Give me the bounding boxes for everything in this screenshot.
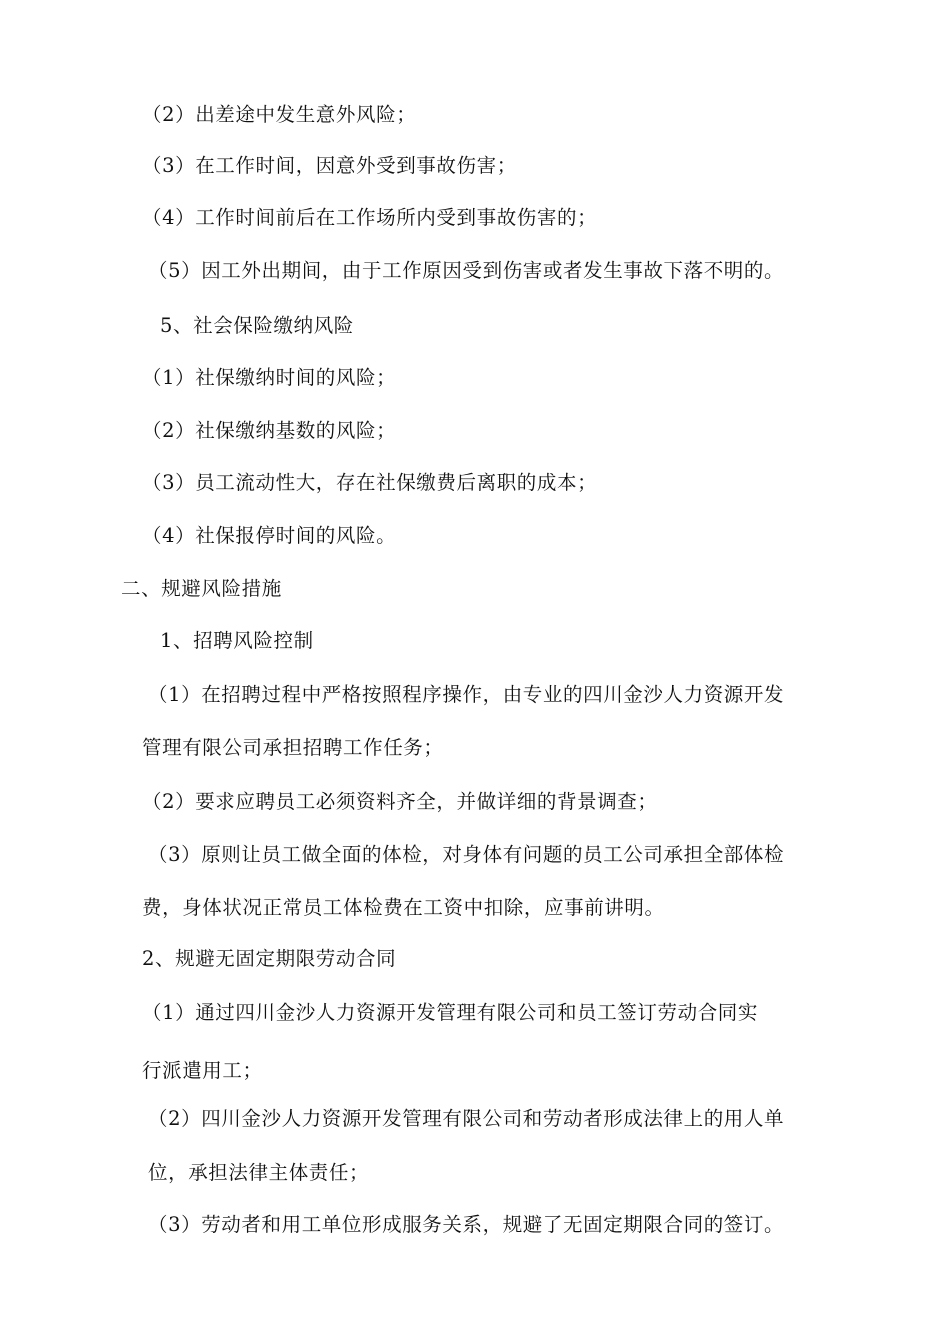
contract-item-2-line-1: （2）四川金沙人力资源开发管理有限公司和劳动者形成法律上的用人单 [148, 1107, 785, 1130]
section-heading-risk-avoidance: 二、规避风险措施 [121, 577, 282, 600]
subsection-heading-open-ended-contract: 2、规避无固定期限劳动合同 [142, 947, 397, 970]
recruit-item-3-line-2: 费，身体状况正常员工体检费在工资中扣除，应事前讲明。 [142, 896, 665, 919]
social-item-1: （1）社保缴纳时间的风险； [142, 366, 397, 389]
risk-item-4-before-after-work: （4）工作时间前后在工作场所内受到事故伤害的； [142, 206, 598, 229]
section-heading-social-insurance-risk: 5、社会保险缴纳风险 [160, 314, 354, 337]
recruit-item-1-line-1: （1）在招聘过程中严格按照程序操作，由专业的四川金沙人力资源开发 [148, 683, 785, 706]
social-item-3: （3）员工流动性大，存在社保缴费后离职的成本； [142, 471, 598, 494]
risk-item-5-business-trip: （5）因工外出期间，由于工作原因受到伤害或者发生事故下落不明的。 [148, 259, 785, 282]
risk-item-2-travel-accident: （2）出差途中发生意外风险； [142, 103, 417, 126]
subsection-heading-recruitment-risk: 1、招聘风险控制 [160, 629, 314, 652]
social-item-4: （4）社保报停时间的风险。 [142, 524, 397, 547]
recruit-item-3-line-1: （3）原则让员工做全面的体检，对身体有问题的员工公司承担全部体检 [148, 843, 785, 866]
recruit-item-1-line-2: 管理有限公司承担招聘工作任务； [142, 736, 444, 759]
contract-item-2-line-2: 位，承担法律主体责任； [148, 1161, 370, 1184]
contract-item-1-line-1: （1）通过四川金沙人力资源开发管理有限公司和员工签订劳动合同实 [142, 1001, 759, 1024]
recruit-item-2: （2）要求应聘员工必须资料齐全，并做详细的背景调查； [142, 790, 658, 813]
social-item-2: （2）社保缴纳基数的风险； [142, 419, 397, 442]
contract-item-1-line-2: 行派遣用工； [142, 1059, 263, 1082]
contract-item-3: （3）劳动者和用工单位形成服务关系，规避了无固定期限合同的签订。 [148, 1213, 785, 1236]
risk-item-3-work-time-accident: （3）在工作时间，因意外受到事故伤害； [142, 154, 517, 177]
